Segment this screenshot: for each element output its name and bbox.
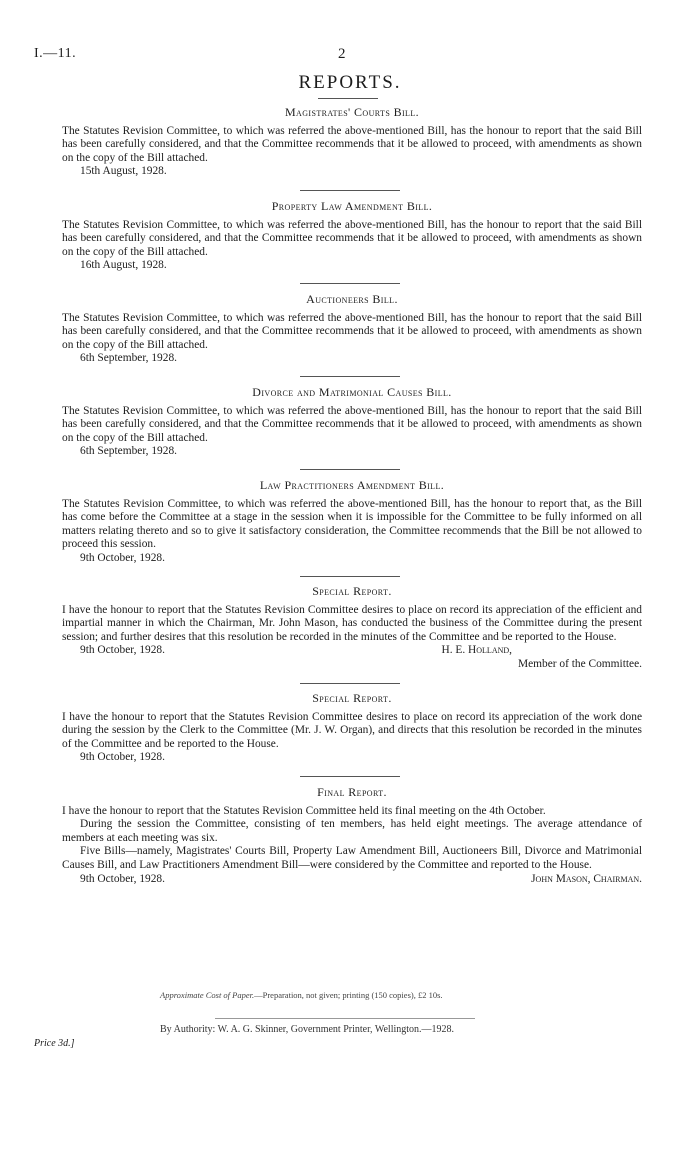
section-date: 6th September, 1928. bbox=[80, 445, 177, 458]
divider bbox=[318, 98, 378, 99]
section-heading: Special Report. bbox=[312, 691, 392, 705]
final-paragraph-1: I have the honour to report that the Statutes Revision Committee held its final meeting on the 4th October. bbox=[62, 804, 546, 817]
section-date: 9th October, 1928. bbox=[80, 872, 165, 885]
section-date: 9th October, 1928. bbox=[80, 751, 165, 764]
page-title: REPORTS. bbox=[298, 72, 402, 93]
section-body: The Statutes Revision Committee, to which was referred the above-mentioned Bill, has the honour to report that the said Bill has been carefully considered, and that the Committee recommends that it be allowed to proceed, with amendments as shown on the copy of the Bill attached. bbox=[62, 404, 642, 444]
section-date: 15th August, 1928. bbox=[80, 165, 167, 178]
section-body: The Statutes Revision Committee, to which was referred the above-mentioned Bill, has the honour to report that the said Bill has been carefully considered, and that the Committee recommends that it be allowed to proceed, with amendments as shown on the copy of the Bill attached. bbox=[62, 124, 642, 164]
section-body: I have the honour to report that the Statutes Revision Committee desires to place on record its appreciation of the efficient and impartial manner in which the Chairman, Mr. John Mason, has conducted the business of the Committee during the present session; and further desires that this resolution be recorded in the minutes of the Committee and be reported to the House. bbox=[62, 603, 642, 643]
section-heading: Final Report. bbox=[317, 785, 387, 799]
divider bbox=[300, 469, 400, 470]
section-body: The Statutes Revision Committee, to which was referred the above-mentioned Bill, has the honour to report that the said Bill has been carefully considered, and that the Committee recommends that it be allowed to proceed, with amendments as shown on the copy of the Bill attached. bbox=[62, 218, 642, 258]
divider bbox=[300, 376, 400, 377]
report-property-law-amendment-bill bbox=[62, 200, 642, 273]
final-report bbox=[62, 786, 642, 886]
price: Price 3d.] bbox=[34, 1038, 75, 1049]
special-report-chairman bbox=[62, 585, 642, 672]
section-date: 16th August, 1928. bbox=[80, 259, 167, 272]
section-body: The Statutes Revision Committee, to which was referred the above-mentioned Bill, has the honour to report that, as the Bill has come before the Committee at a stage in the session when it is impossible for the Committee to be fully informed on all matters relating thereto and so to give it satisfactory consideration, the Committee recommends that the Bill be not allowed to proceed this session. bbox=[62, 497, 642, 551]
divider bbox=[215, 1018, 475, 1019]
divider bbox=[300, 683, 400, 684]
page-number: 2 bbox=[338, 46, 346, 62]
section-date: 9th October, 1928. bbox=[80, 644, 165, 657]
special-report-clerk bbox=[62, 692, 642, 765]
report-auctioneers-bill bbox=[62, 293, 642, 366]
divider bbox=[300, 776, 400, 777]
divider bbox=[300, 283, 400, 284]
section-heading: Auctioneers Bill. bbox=[306, 292, 398, 306]
section-heading: Magistrates' Courts Bill. bbox=[284, 105, 420, 119]
divider bbox=[300, 190, 400, 191]
section-date: 6th September, 1928. bbox=[80, 352, 177, 365]
printer-authority: By Authority: W. A. G. Skinner, Government Printer, Wellington.—1928. bbox=[160, 1024, 455, 1035]
signature: H. E. Holland, bbox=[441, 644, 512, 657]
section-heading: Special Report. bbox=[312, 584, 392, 598]
final-paragraph-2: During the session the Committee, consisting of ten members, has held eight meetings. The average attendance of members at each meeting was six. bbox=[62, 818, 642, 844]
section-heading: Divorce and Matrimonial Causes Bill. bbox=[252, 385, 452, 399]
report-divorce-bill bbox=[62, 386, 642, 459]
section-date: 9th October, 1928. bbox=[80, 551, 165, 564]
section-heading: Property Law Amendment Bill. bbox=[271, 199, 433, 213]
final-paragraph-3: Five Bills—namely, Magistrates' Courts Bill, Property Law Amendment Bill, Auctioneers Bill, Divorce and Matrimonial Causes Bill, and Law Practitioners Amendment Bill—were considered by the Committee and reported to the House. bbox=[62, 845, 642, 871]
section-heading: Law Practitioners Amendment Bill. bbox=[259, 478, 445, 492]
divider bbox=[300, 576, 400, 577]
section-body: The Statutes Revision Committee, to which was referred the above-mentioned Bill, has the honour to report that the said Bill has been carefully considered, and that the Committee recommends that it be allowed to proceed, with amendments as shown on the copy of the Bill attached. bbox=[62, 311, 642, 351]
signature-role: Member of the Committee. bbox=[517, 657, 642, 670]
cost-label: Approximate Cost of Paper. bbox=[160, 990, 255, 1000]
document-reference: I.—11. bbox=[34, 46, 77, 61]
report-magistrates-courts-bill bbox=[62, 106, 642, 179]
signature: John Mason, Chairman. bbox=[531, 872, 642, 885]
report-law-practitioners-bill bbox=[62, 479, 642, 566]
cost-note bbox=[160, 990, 443, 1000]
section-body: I have the honour to report that the Statutes Revision Committee desires to place on record its appreciation of the work done during the session by the Clerk to the Committee (Mr. J. W. Organ), and directs that this resolution be recorded in the minutes of the Committee and be reported to the House. bbox=[62, 710, 642, 750]
cost-text: —Preparation, not given; printing (150 copies), £2 10s. bbox=[254, 990, 443, 1000]
